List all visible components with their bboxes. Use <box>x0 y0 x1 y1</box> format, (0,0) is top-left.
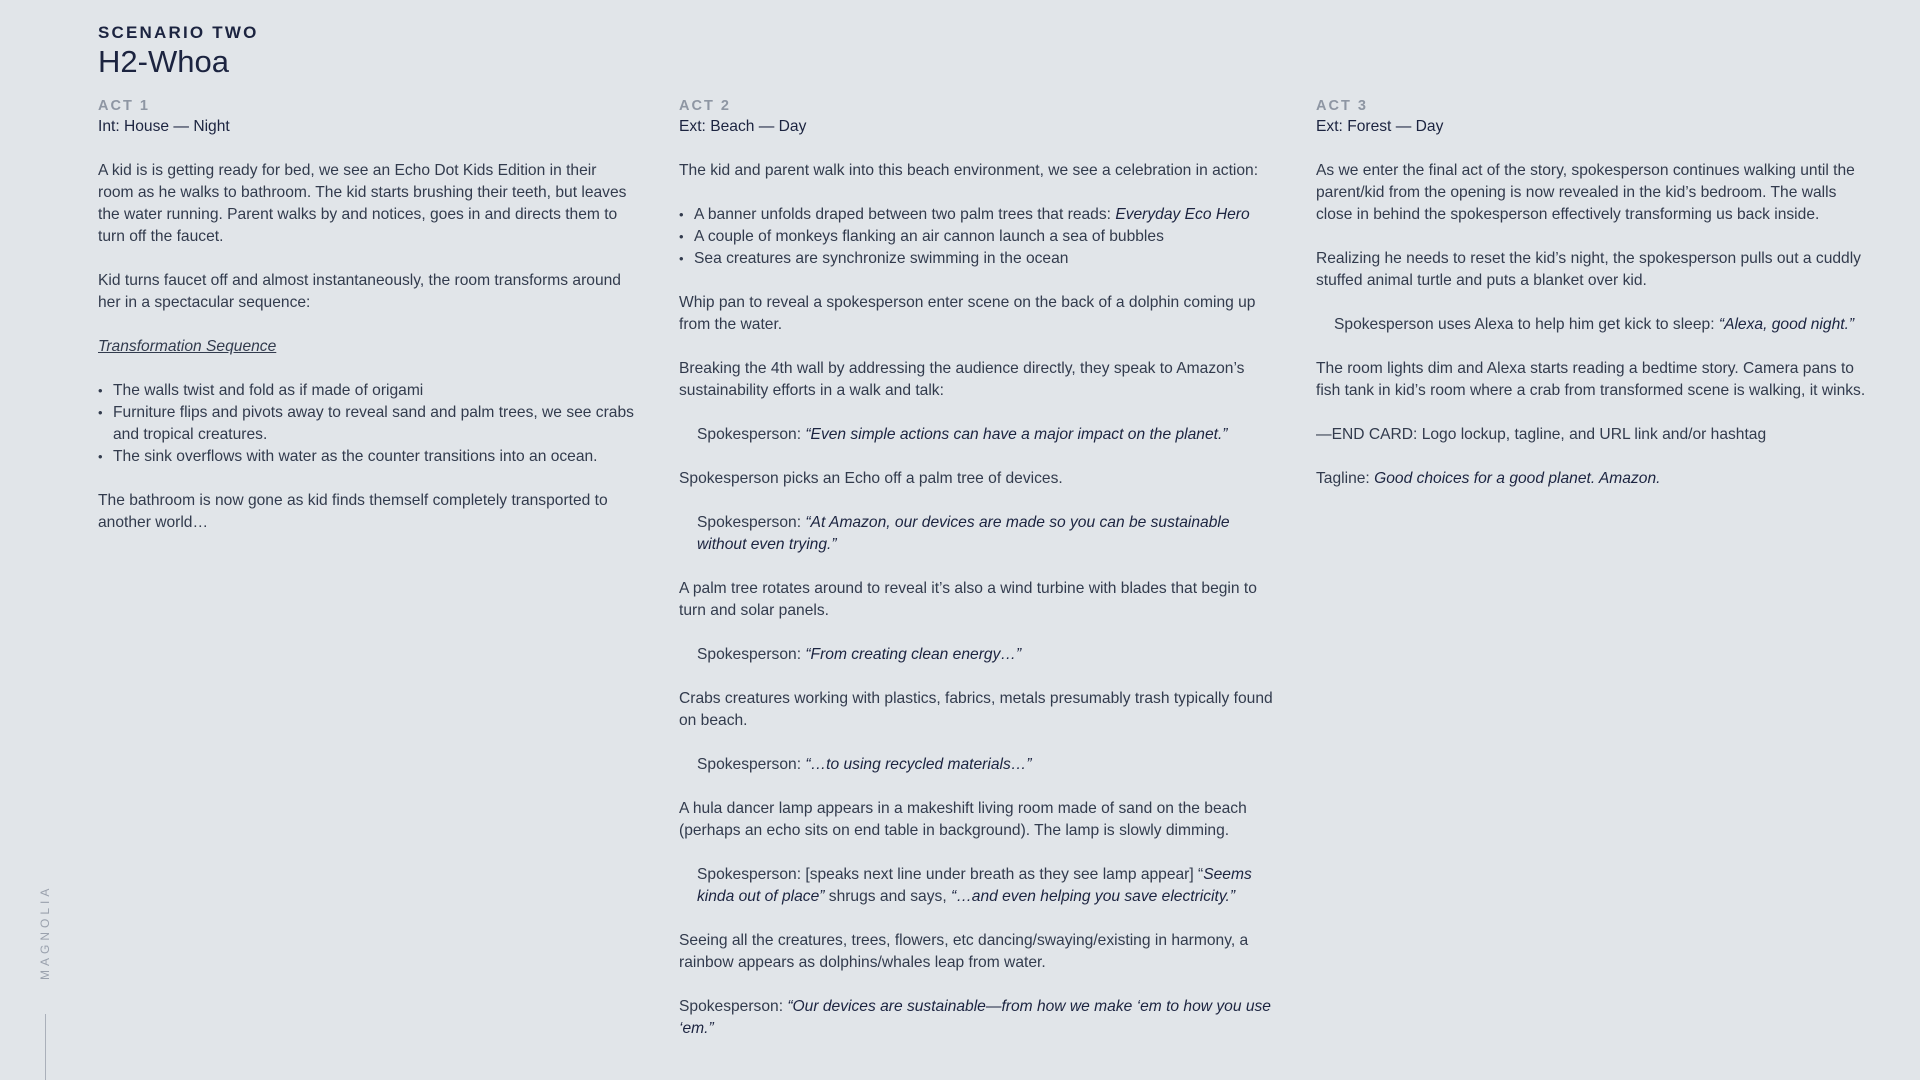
list-item-text: A banner unfolds draped between two palm trees that reads: <box>694 206 1116 223</box>
act-3-column <box>1316 96 1876 512</box>
brand-side-label: MAGNOLIA <box>38 884 52 980</box>
act-3-paragraph: The room lights dim and Alexa starts reading a bedtime story. Camera pans to fish tank in kid’s room where a crab from transformed scene is walking, it winks. <box>1316 360 1866 399</box>
sequence-heading-text: Transformation Sequence <box>98 338 277 355</box>
act-1-paragraph: Kid turns faucet off and almost instantaneously, the room transforms around her in a spectacular sequence: <box>98 272 621 311</box>
spokesperson-line <box>679 644 1279 666</box>
quote: “…to using recycled materials…” <box>805 756 1032 773</box>
quote: “At Amazon, our devices are made so you can be sustainable without even trying.” <box>697 514 1230 553</box>
banner-text: Everyday Eco Hero <box>1115 206 1250 223</box>
act-3-paragraph: Realizing he needs to reset the kid’s night, the spokesperson pulls out a cuddly stuffed animal turtle and puts a blanket over kid. <box>1316 250 1861 289</box>
act-2-scene-heading: Ext: Beach — Day <box>679 118 807 135</box>
act-2-paragraph: Whip pan to reveal a spokesperson enter scene on the back of a dolphin coming up from the water. <box>679 294 1256 333</box>
speaker-direction: shrugs and says, <box>824 888 951 905</box>
speaker-label: Spokesperson: <box>697 514 806 531</box>
tagline-line <box>1316 468 1876 490</box>
act-1-scene-heading: Int: House — Night <box>98 118 230 135</box>
quote: “…and even helping you save electricity.” <box>951 888 1236 905</box>
page-title: H2-Whoa <box>98 44 229 79</box>
list-item: • The sink overflows with water as the counter transitions into an ocean. <box>98 446 636 468</box>
list-item: • Furniture flips and pivots away to reveal sand and palm trees, we see crabs and tropical creatures. <box>98 402 636 446</box>
header <box>98 22 259 80</box>
spokesperson-line <box>679 424 1279 446</box>
speaker-label: Spokesperson: <box>697 646 806 663</box>
spokesperson-line <box>1316 314 1876 336</box>
quote: Seems kinda out of place” <box>697 866 1252 905</box>
tagline-label: Tagline: <box>1316 470 1375 487</box>
tagline-text: Good choices for a good planet. Amazon. <box>1374 470 1661 487</box>
list-item <box>679 204 1279 226</box>
spokesperson-line <box>679 864 1279 908</box>
act-2-paragraph: A hula dancer lamp appears in a makeshift living room made of sand on the beach (perhaps an echo sits on end table in background). The lamp is slowly dimming. <box>679 800 1247 839</box>
act-2-paragraph: A palm tree rotates around to reveal it’s also a wind turbine with blades that begin to turn and solar panels. <box>679 580 1257 619</box>
act-2-paragraph: Seeing all the creatures, trees, flowers, etc dancing/swaying/existing in harmony, a rainbow appears as dolphins/whales leap from water. <box>679 932 1249 971</box>
quote: “Our devices are sustainable—from how we make ‘em to how you use ‘em.” <box>679 998 1271 1037</box>
list-item: • Sea creatures are synchronize swimming in the ocean <box>679 248 1279 270</box>
act-3-scene-heading: Ext: Forest — Day <box>1316 118 1444 135</box>
act-2-paragraph: Spokesperson picks an Echo off a palm tree of devices. <box>679 470 1063 487</box>
quote: “From creating clean energy…” <box>805 646 1022 663</box>
act-2-paragraph: Crabs creatures working with plastics, fabrics, metals presumably trash typically found on beach. <box>679 690 1273 729</box>
speaker-label: Spokesperson: <box>697 426 806 443</box>
scenario-eyebrow: SCENARIO TWO <box>98 23 259 42</box>
transformation-list <box>98 380 636 468</box>
celebration-list <box>679 204 1279 270</box>
speaker-label: Spokesperson: <box>697 756 806 773</box>
speaker-direction: Spokesperson uses Alexa to help him get kick to sleep: <box>1334 316 1719 333</box>
act-2-paragraph: Breaking the 4th wall by addressing the audience directly, they speak to Amazon’s sustainability efforts in a walk and talk: <box>679 360 1245 399</box>
side-divider-line <box>45 1014 46 1080</box>
act-3-label: ACT 3 <box>1316 98 1368 114</box>
transformation-sequence-heading <box>98 336 636 358</box>
speaker-label: Spokesperson: <box>679 998 788 1015</box>
end-card-note: —END CARD: Logo lockup, tagline, and URL link and/or hashtag <box>1316 426 1767 443</box>
act-1-paragraph: A kid is is getting ready for bed, we see an Echo Dot Kids Edition in their room as he walks to bathroom. The kid starts brushing their teeth, but leaves the water running. Parent walks by and notices, goes in and directs them to turn off the faucet. <box>98 162 627 245</box>
speaker-direction: Spokesperson: [speaks next line under breath as they see lamp appear] “ <box>697 866 1204 883</box>
quote: “Even simple actions can have a major impact on the planet.” <box>805 426 1228 443</box>
quote: “Alexa, good night.” <box>1718 316 1855 333</box>
list-item: • The walls twist and fold as if made of origami <box>98 380 636 402</box>
act-1-column <box>98 96 636 556</box>
act-2-column <box>679 96 1279 1062</box>
spokesperson-line <box>679 754 1279 776</box>
list-item: • A couple of monkeys flanking an air cannon launch a sea of bubbles <box>679 226 1279 248</box>
act-2-paragraph: The kid and parent walk into this beach environment, we see a celebration in action: <box>679 162 1259 179</box>
spokesperson-line <box>679 996 1279 1040</box>
spokesperson-line <box>679 512 1279 556</box>
act-2-label: ACT 2 <box>679 98 731 114</box>
act-3-paragraph: As we enter the final act of the story, spokesperson continues walking until the parent/kid from the opening is now revealed in the kid’s bedroom. The walls close in behind the spokesperson effectively transforming us back inside. <box>1316 162 1855 223</box>
act-1-label: ACT 1 <box>98 98 150 114</box>
act-1-paragraph: The bathroom is now gone as kid finds themself completely transported to another world… <box>98 492 608 531</box>
